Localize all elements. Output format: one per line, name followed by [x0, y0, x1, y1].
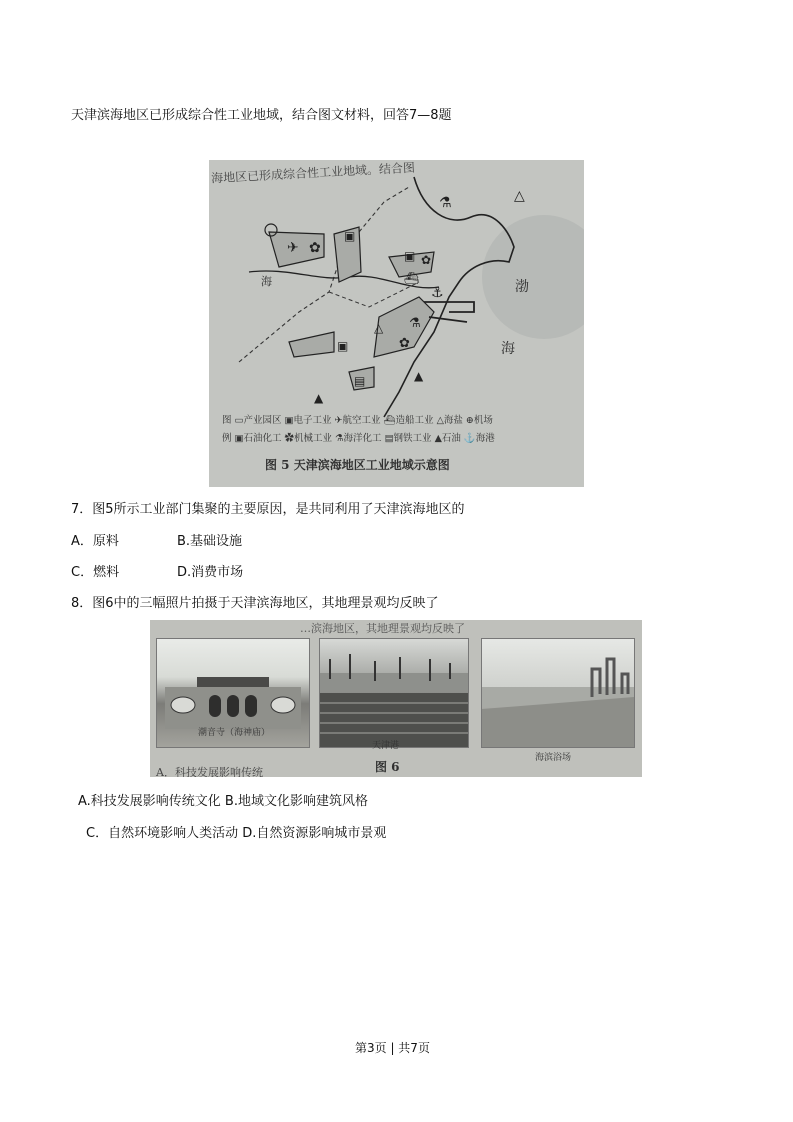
q8-options-ab: A.科技发展影响传统文化 B.地域文化影响建筑风格	[78, 794, 368, 809]
q7-option-a: A．原料	[71, 534, 119, 549]
temple-roof	[197, 677, 269, 687]
map-drawing	[209, 172, 584, 422]
sea-label-bo: 渤	[515, 279, 529, 295]
q7-option-b: B.基础设施	[177, 534, 243, 549]
photo3-caption: 海滨浴场	[535, 753, 572, 763]
figure-6-photos	[150, 620, 642, 777]
salt-icon: △	[514, 188, 525, 204]
electronics-icon: ▣	[344, 229, 356, 243]
gear-icon-3: ✿	[399, 336, 410, 351]
figure-5-header-text: 海地区已形成综合性工业地域。结合图	[210, 160, 416, 186]
aircraft-icon: ✈	[287, 240, 299, 256]
chemical-icon-2: ⚗	[409, 316, 421, 331]
photo-port	[319, 638, 469, 748]
ship-icon: ⛴	[404, 271, 420, 285]
legend-row-1: 图 ▭产业园区 ▣电子工业 ✈航空工业 ⛴造船工业 △海盐 ⊕机场	[222, 415, 493, 426]
oil-icon: ▲	[314, 391, 324, 405]
legend-row-2: 例 ▣石油化工 ✿机械工业 ⚗海洋化工 ▤钢铁工业 ▲石油 ⚓海港	[222, 433, 495, 444]
oil-icon-2: ▲	[414, 369, 424, 383]
salt-icon-2: △	[374, 321, 384, 335]
steel-icon: ▤	[354, 374, 366, 388]
temple-gate-2	[227, 695, 239, 717]
page-footer: 第3页 | 共7页	[355, 1041, 430, 1055]
photo1-caption: 潮音寺（海神庙）	[198, 728, 271, 738]
q7-option-c: C．燃料	[71, 565, 120, 580]
photo-beach	[481, 638, 635, 748]
temple-gate-1	[209, 695, 221, 717]
gear-icon: ✿	[309, 240, 321, 256]
wall-ornament-left	[171, 697, 195, 713]
figure-6-header-text: …滨海地区，其地理景观均反映了	[300, 622, 465, 635]
port-water	[320, 673, 468, 691]
q7-option-d: D.消费市场	[177, 565, 244, 580]
industrial-park-5	[289, 332, 334, 357]
photo2-caption: 天津港	[372, 741, 400, 751]
figure-6-footer-text: A．科技发展影响传统	[156, 766, 263, 777]
figure-5-map	[209, 160, 584, 487]
intro-text: 天津滨海地区已形成综合性工业地域，结合图文材料，回答7—8题	[71, 108, 452, 123]
port-drawing	[320, 639, 468, 747]
bay-shading	[482, 215, 584, 339]
petrochemical-icon: ▣	[337, 339, 349, 353]
sea-label-hai: 海	[501, 341, 515, 357]
temple-gate-3	[245, 695, 257, 717]
port-icon: ⚓	[431, 285, 444, 301]
electronics-icon-2: ▣	[404, 249, 416, 263]
q8-options-cd: C．自然环境影响人类活动 D.自然资源影响城市景观	[86, 826, 387, 841]
wall-ornament-right	[271, 697, 295, 713]
figure-5-caption: 图 5 天津滨海地区工业地域示意图	[265, 458, 450, 472]
q8-stem: 8．图6中的三幅照片拍摄于天津滨海地区，其地理景观均反映了	[71, 596, 439, 611]
gear-icon-2: ✿	[421, 253, 432, 267]
beach-drawing	[482, 639, 634, 747]
river-label: 海	[261, 275, 272, 288]
figure-6-caption: 图 6	[375, 760, 400, 774]
chemical-icon: ⚗	[439, 195, 452, 211]
q7-stem: 7．图5所示工业部门集聚的主要原因，是共同利用了天津滨海地区的	[71, 502, 465, 517]
